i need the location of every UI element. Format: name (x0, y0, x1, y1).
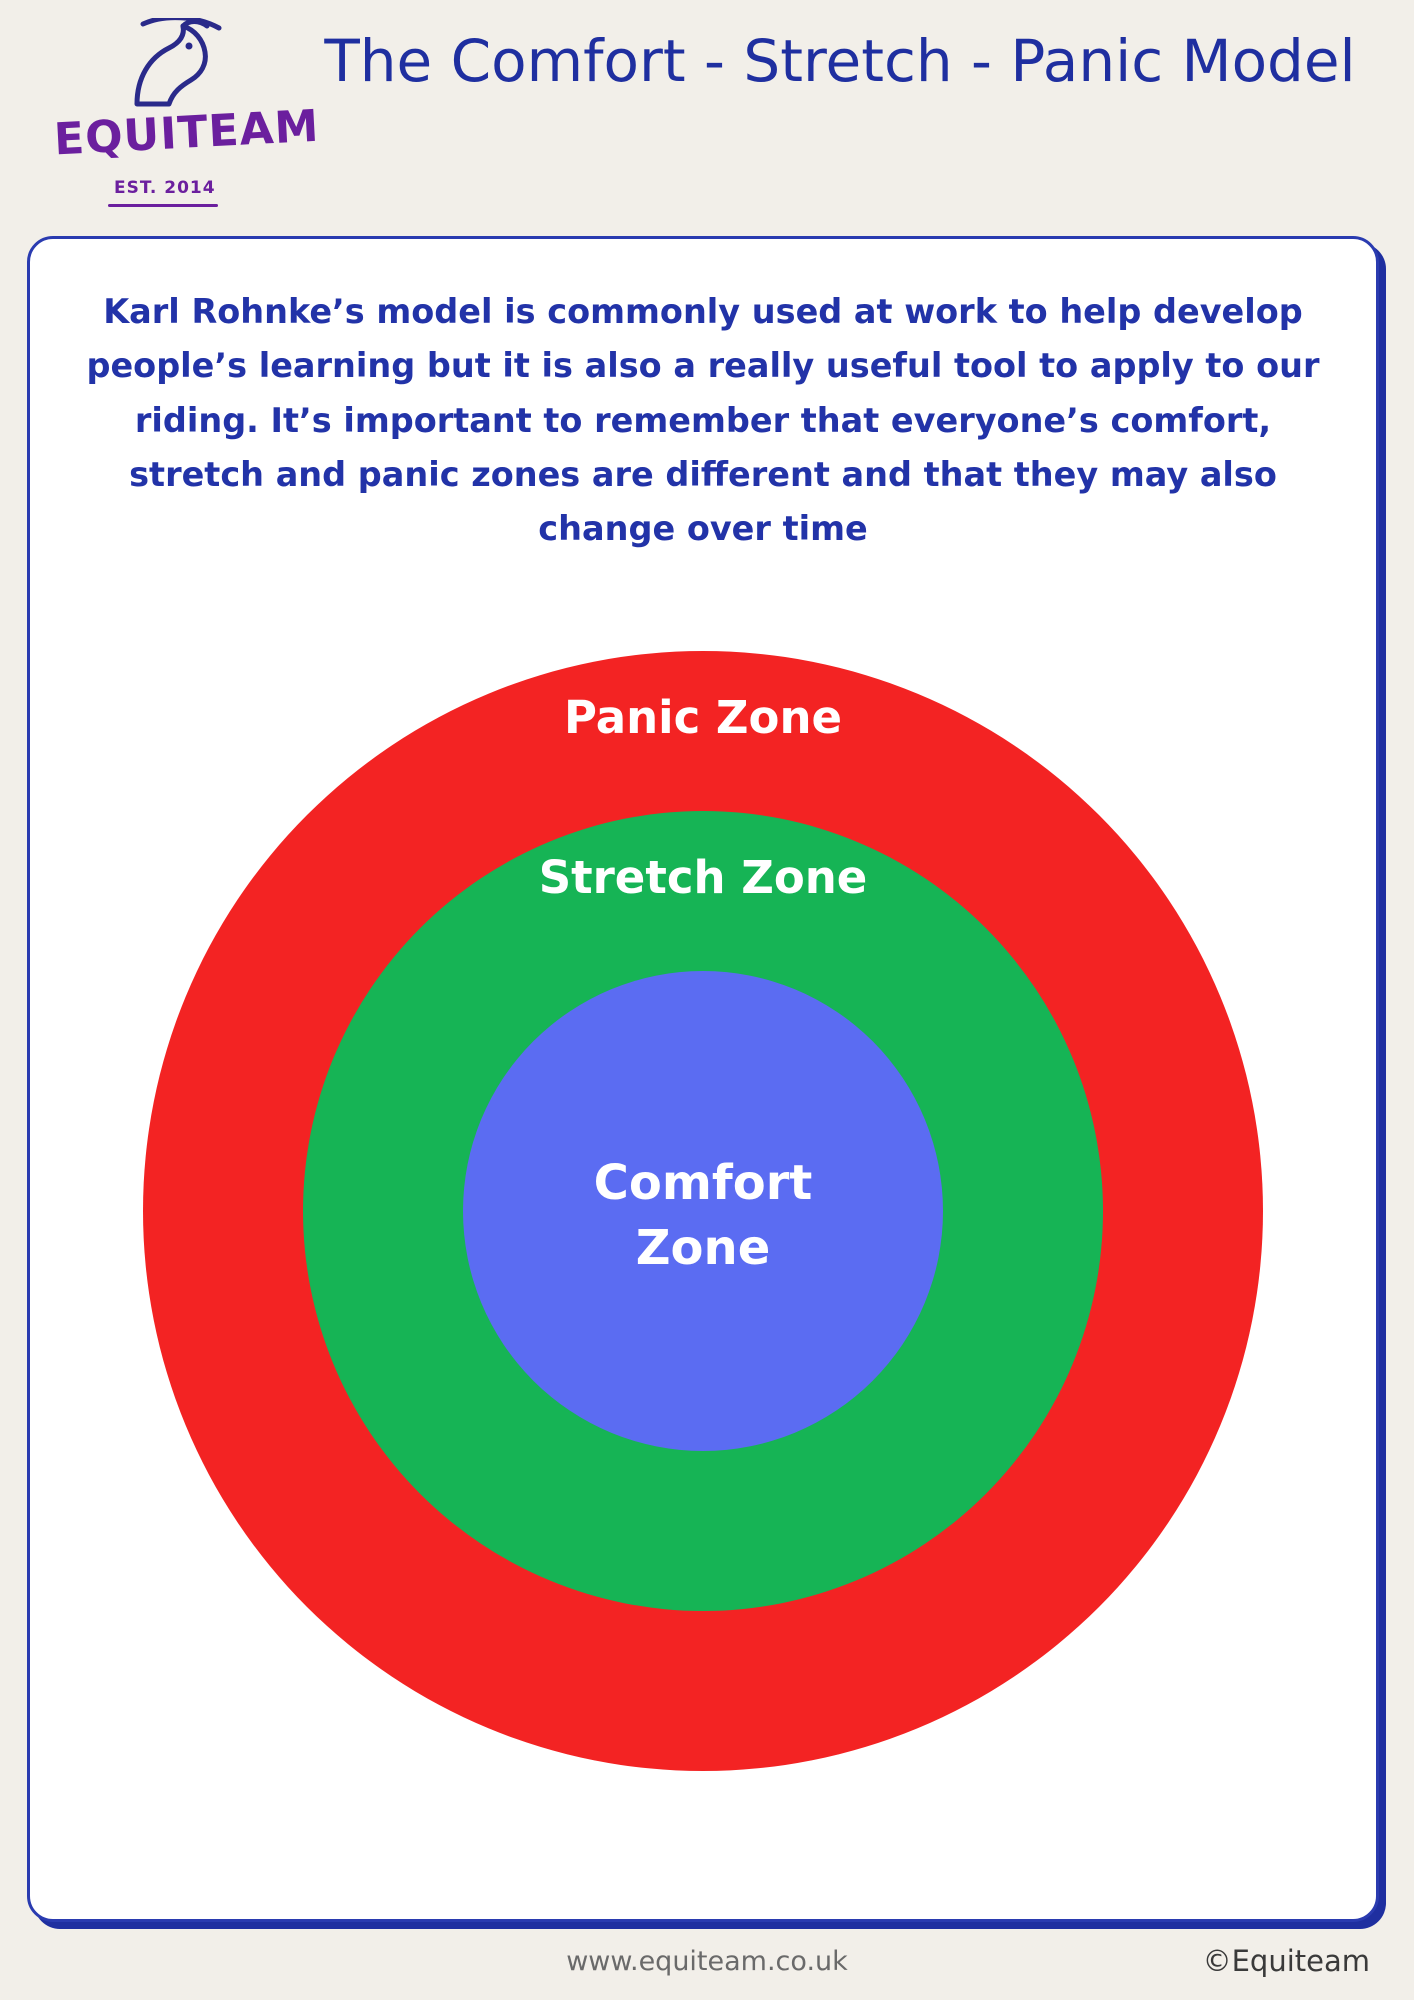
equiteam-logo (28, 12, 321, 207)
page-title: The Comfort - Stretch - Panic Model (324, 27, 1356, 95)
stretch-zone-label: Stretch Zone (538, 851, 868, 904)
logo-established: EST. 2014 (114, 178, 216, 198)
copyright-notice: ©Equiteam (1202, 1944, 1370, 1978)
comfort-zone-label-line2: Zone (635, 1219, 771, 1276)
horse-head-icon (123, 18, 233, 113)
intro-paragraph: Karl Rohnke’s model is commonly used at work to help develop people’s learning but it is also a really useful tool to apply to our riding. It’s important to remember that everyone’s comfort, stretch and panic zones are different and that they may also change over time (86, 292, 1320, 549)
logo-underline (108, 204, 218, 207)
comfort-zone-label-line1: Comfort (593, 1155, 813, 1211)
panic-zone-label: Panic Zone (563, 691, 843, 744)
page-header (0, 0, 1414, 228)
content-card (27, 236, 1379, 1922)
page-footer (0, 1936, 1414, 2000)
logo-wordmark: EQUITEAM (52, 100, 321, 166)
comfort-zone-label (30, 1151, 1376, 1281)
website-url[interactable]: www.equiteam.co.uk (566, 1946, 848, 1977)
comfort-stretch-panic-diagram (30, 651, 1376, 1771)
